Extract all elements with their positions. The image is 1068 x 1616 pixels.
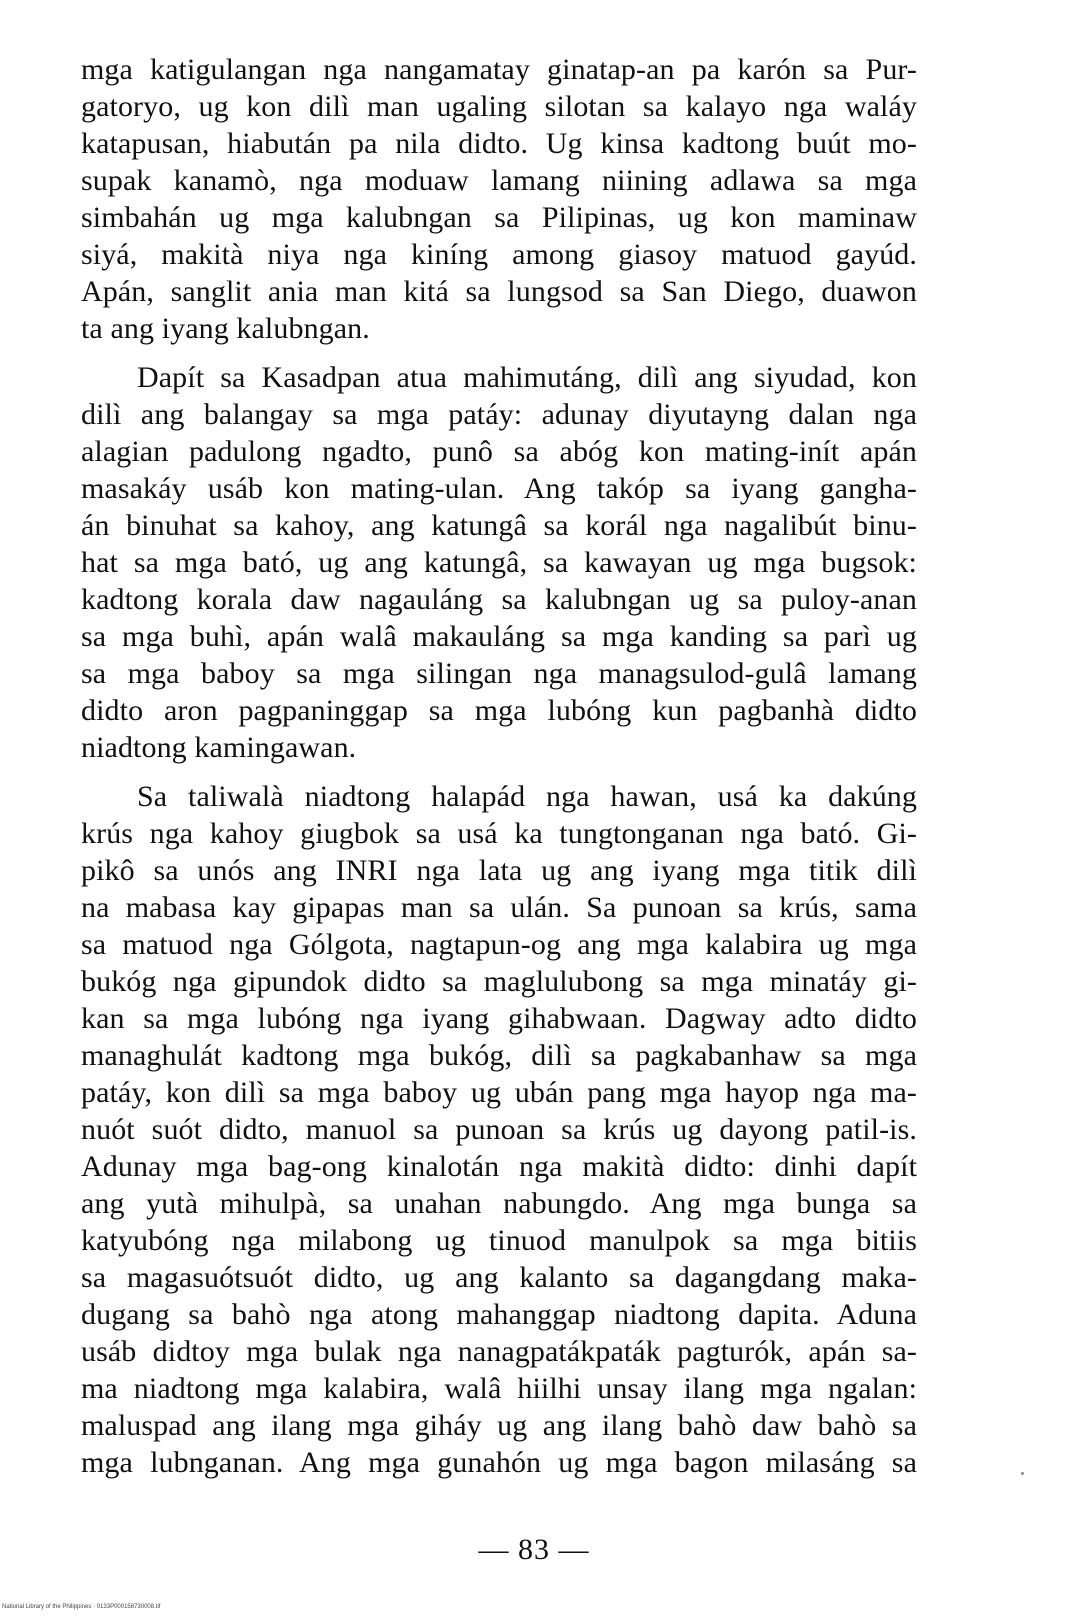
- text-line: kadtong korala daw nagauláng sa kalubngan ug sa puloy-anan: [81, 583, 917, 616]
- text-line: siyá, makità niya nga kiníng among giasoy matuod gayúd.: [81, 238, 917, 271]
- text-line: pikô sa unós ang INRI nga lata ug ang iyang mga titik dilì: [81, 854, 917, 887]
- text-line: krús nga kahoy giugbok sa usá ka tungtonganan nga bató. Gi-: [81, 817, 917, 850]
- text-line: usáb didtoy mga bulak nga nanagpatákpaták pagturók, apán sa-: [81, 1335, 917, 1368]
- text-line: sa matuod nga Gólgota, nagtapun-og ang mga kalabira ug mga: [81, 928, 917, 961]
- text-line: niadtong kamingawan.: [81, 731, 357, 764]
- scan-credit: National Library of the Philippines · 0133P000158730008.tif: [2, 1604, 161, 1610]
- text-line: ma niadtong mga kalabira, walâ hiilhi unsay ilang mga ngalan:: [81, 1372, 917, 1405]
- text-line: mga katigulangan nga nangamatay ginatap-an pa karón sa Pur-: [81, 53, 917, 86]
- text-line: managhulát kadtong mga bukóg, dilì sa pagkabanhaw sa mga: [81, 1039, 917, 1072]
- text-line: sa mga buhì, apán walâ makauláng sa mga kanding sa parì ug: [81, 620, 917, 653]
- text-line: sa mga baboy sa mga silingan nga managsulod-gulâ lamang: [81, 657, 917, 690]
- text-line: sa magasuótsuót didto, ug ang kalanto sa dagangdang maka-: [81, 1261, 917, 1294]
- text-line: simbahán ug mga kalubngan sa Pilipinas, ug kon maminaw: [81, 201, 917, 234]
- text-line: katapusan, hiabután pa nila didto. Ug kinsa kadtong buút mo-: [81, 127, 917, 160]
- text-line: na mabasa kay gipapas man sa ulán. Sa punoan sa krús, sama: [81, 891, 917, 924]
- text-line: gatoryo, ug kon dilì man ugaling silotan sa kalayo nga waláy: [81, 90, 917, 123]
- text-line: Adunay mga bag-ong kinalotán nga makità didto: dinhi dapít: [81, 1150, 917, 1183]
- text-line: nuót suót didto, manuol sa punoan sa krús ug dayong patil-is.: [81, 1113, 917, 1146]
- paragraph-first-line: Dapít sa Kasadpan atua mahimutáng, dilì ang siyudad, kon: [137, 361, 917, 394]
- text-line: bukóg nga gipundok didto sa maglulubong sa mga minatáy gi-: [81, 965, 917, 998]
- text-line: didto aron pagpaninggap sa mga lubóng kun pagbanhà didto: [81, 694, 917, 727]
- text-line: alagian padulong ngadto, punô sa abóg kon mating-inít apán: [81, 435, 917, 468]
- page-number: — 83 —: [478, 1533, 590, 1566]
- text-line: patáy, kon dilì sa mga baboy ug ubán pang mga hayop nga ma-: [81, 1076, 917, 1109]
- text-line: katyubóng nga milabong ug tinuod manulpok sa mga bitiis: [81, 1224, 917, 1257]
- text-line: maluspad ang ilang mga giháy ug ang ilang bahò daw bahò sa: [81, 1409, 917, 1442]
- text-line: kan sa mga lubóng nga iyang gihabwaan. Dagway adto didto: [81, 1002, 917, 1035]
- text-line: Apán, sanglit ania man kitá sa lungsod sa San Diego, duawon: [81, 275, 917, 308]
- text-line: ang yutà mihulpà, sa unahan nabungdo. Ang mga bunga sa: [81, 1187, 917, 1220]
- text-line: hat sa mga bató, ug ang katungâ, sa kawayan ug mga bugsok:: [81, 546, 917, 579]
- scan-speck: [1021, 1472, 1024, 1475]
- text-line: án binuhat sa kahoy, ang katungâ sa korál nga nagalibút binu-: [81, 509, 917, 542]
- text-line: dugang sa bahò nga atong mahanggap niadtong dapita. Aduna: [81, 1298, 917, 1331]
- text-line: mga lubnganan. Ang mga gunahón ug mga bagon milasáng sa: [81, 1446, 917, 1479]
- paragraph-first-line: Sa taliwalà niadtong halapád nga hawan, usá ka dakúng: [137, 780, 917, 813]
- text-line: supak kanamò, nga moduaw lamang niining adlawa sa mga: [81, 164, 917, 197]
- text-line: masakáy usáb kon mating-ulan. Ang takóp sa iyang gangha-: [81, 472, 917, 505]
- text-line: dilì ang balangay sa mga patáy: adunay diyutayng dalan nga: [81, 398, 917, 431]
- text-line: ta ang iyang kalubngan.: [81, 312, 370, 345]
